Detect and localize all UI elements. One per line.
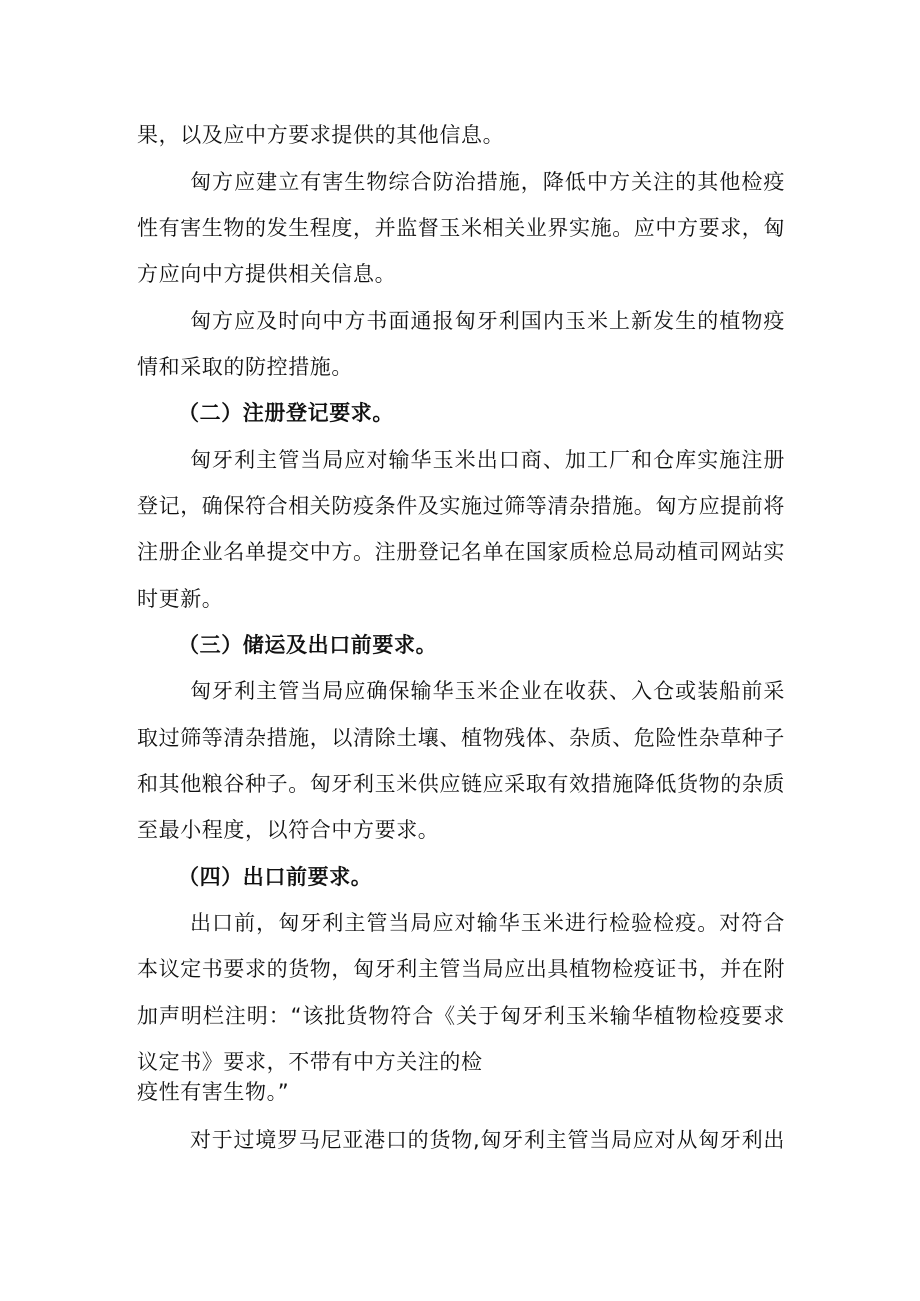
section-heading: （三）储运及出口前要求。 [178, 633, 438, 657]
paragraph-line: 情和采取的防控措施。 [137, 355, 353, 379]
paragraph-line: 疫性有害生物。” [137, 1080, 290, 1104]
paragraph-line: 议定书》要求，不带有中方关注的检 [137, 1050, 483, 1074]
paragraph-line: 时更新。 [137, 587, 224, 611]
paragraph-line: 登记，确保符合相关防疫条件及实施过筛等清杂措施。匈方应提前将 [137, 494, 785, 518]
section-heading: （二）注册登记要求。 [178, 401, 394, 425]
paragraph-line: 出口前，匈牙利主管当局应对输华玉米进行检验检疫。对符合 [190, 911, 785, 935]
paragraph-line: 匈牙利主管当局应确保输华玉米企业在收获、入仓或装船前采 [190, 679, 785, 703]
paragraph-line: 至最小程度，以符合中方要求。 [137, 818, 440, 842]
paragraph-line: 对于过境罗马尼亚港口的货物,匈牙利主管当局应对从匈牙利出 [190, 1128, 785, 1152]
paragraph-line: 本议定书要求的货物，匈牙利主管当局应出具植物检疫证书，并在附 [137, 957, 785, 981]
section-heading: （四）出口前要求。 [178, 865, 373, 889]
paragraph-line: 方应向中方提供相关信息。 [137, 262, 397, 286]
paragraph-line: 和其他粮谷种子。匈牙利玉米供应链应采取有效措施降低货物的杂质 [137, 772, 785, 796]
paragraph-line: 匈方应建立有害生物综合防治措施，降低中方关注的其他检疫 [190, 170, 785, 194]
paragraph-line: 果，以及应中方要求提供的其他信息。 [137, 123, 505, 147]
paragraph-line: 取过筛等清杂措施，以清除土壤、植物残体、杂质、危险性杂草种子 [137, 726, 785, 750]
paragraph-line: 匈牙利主管当局应对输华玉米出口商、加工厂和仓库实施注册 [190, 448, 785, 472]
paragraph-line: 加声明栏注明：“该批货物符合《关于匈牙利玉米输华植物检疫要求 [137, 1004, 785, 1028]
paragraph-line: 性有害生物的发生程度，并监督玉米相关业界实施。应中方要求，匈 [137, 216, 785, 240]
paragraph-line: 匈方应及时向中方书面通报匈牙利国内玉米上新发生的植物疫 [190, 309, 785, 333]
paragraph-line: 注册企业名单提交中方。注册登记名单在国家质检总局动植司网站实 [137, 540, 785, 564]
